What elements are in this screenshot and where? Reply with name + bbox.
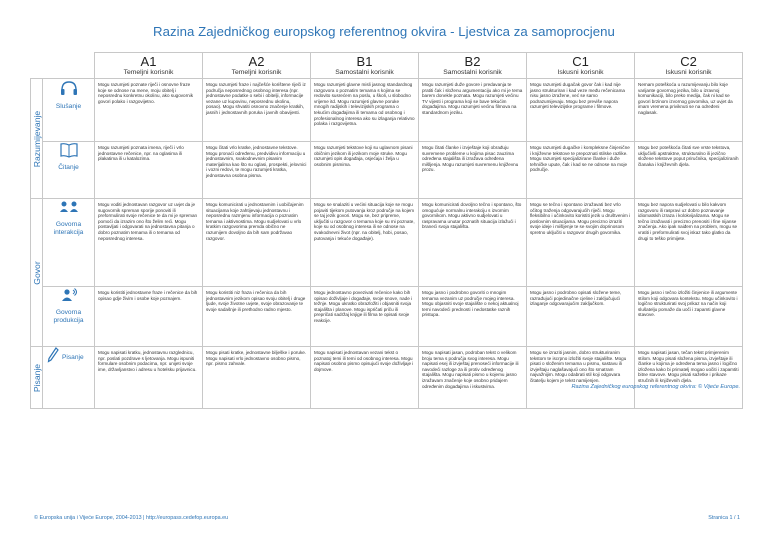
descriptor-cell: Mogu razumjeti poznate riječi i osnovne fraze koje se odnose na mene, moju obitelj i neposrednu konkretnu okolinu, ako sugovornik govori polako i razgovijetno.	[95, 79, 203, 142]
page-number: Stranica 1 / 1	[708, 515, 740, 521]
speaker-icon	[43, 287, 94, 308]
descriptor-cell: Mogu razumjeti poznata imena, riječi i vrlo jednostavne rečenice, npr. na oglasima ili plakatima ili u katalozima.	[95, 142, 203, 199]
category-understanding	[31, 79, 43, 199]
descriptor-cell: Mogu razumjeti dugačak govor čak i kad nije jasno strukturiran i kad veze među rečenicama nisu jasno izražene, već se samo podrazumijevaju. Mogu bez previše napora razumjeti televizijske programe i filmove.	[527, 79, 635, 142]
level-header-b1	[311, 53, 419, 79]
level-header-c2	[635, 53, 743, 79]
descriptor-cell: Mogu napisati jasan, tečan tekst primjerenim stilom. Mogu pisati složena pisma, izvještaje ili članke u kojima je određena tema jasno i logično izložena kako bi primatelj mogao uočiti i zapamtiti bitne stavove. Mogu pisati sažetke i prikaze stručnih ili književnih djela.	[635, 347, 743, 409]
descriptor-cell: Mogu se tečno i spontano izražavati bez vrlo očitog traženja odgovarajućih riječi. Mogu fleksibilno i učinkovito koristiti jezik u društvenim i poslovnim situacijama. Mogu precizno izraziti svoje ideje i mišljenje te se svojim doprinosom spretno uključiti u razgovor drugih govornika.	[527, 199, 635, 287]
category-label: Pisanje	[31, 363, 42, 392]
level-name: Temeljni korisnik	[123, 69, 174, 76]
skill-spoken-production	[43, 287, 95, 347]
level-code: A2	[248, 54, 265, 69]
descriptor-cell: Mogu komunicirati dovoljno tečno i spontano, što omogućuje normalnu interakciju s izvornim govornikom. Mogu aktivno sudjelovati u raspravama unutar poznatih situacija izlažući i braneći svoja stajališta.	[419, 199, 527, 287]
skill-row-writing	[31, 347, 743, 409]
descriptor-cell: Mogu napisati jasan, podroban tekst o velikom broju tema s područja svog interesa. Mogu napisati esej ili izvještaj prenoseći informacije ili navodeći razloge za ili protiv određenog stajališta. Mogu napisati pismo u kojemu jasno izražavam značenje koje osobno pridajem određenim događajima i iskustvima.	[419, 347, 527, 409]
skill-spoken-interaction	[43, 199, 95, 287]
dialogue-icon	[43, 199, 94, 220]
skill-label: Čitanje	[58, 164, 79, 171]
descriptor-cell: Mogu jasno i podrobno govoriti o mnogim temama vezanim uz područje mojeg interesa. Mogu objasniti svoje stajalište o nekoj aktualnoj temi navodeći prednosti i nedostatke raznih pristupa.	[419, 287, 527, 347]
level-name: Samostalni korisnik	[335, 69, 394, 76]
level-name: Iskusni korisnik	[557, 69, 604, 76]
descriptor-cell: Mogu čitati vrlo kratke, jednostavne tekstove. Mogu pronaći određenu, predvidivu informaciju u jednostavnim, svakodnevnim pisanim materijalima kao što su oglasi, prospekti, jelovnici i vozni redovi, te mogu razumjeti kratka, jednostavna osobna pisma.	[203, 142, 311, 199]
descriptor-cell: Mogu jasno i tečno izložiti činjenice ili argumente stilom koji odgovara kontekstu. Mogu učinkovito i logično strukturirati svoj prikaz na način koji slušatelju pomaže da uoči i zapamti glavne stavove.	[635, 287, 743, 347]
level-code: C2	[680, 54, 697, 69]
skill-label: Govorna interakcija	[53, 221, 84, 236]
skill-row-listening	[31, 79, 743, 142]
descriptor-cell: Mogu se izraziti jasnim, dobro strukturiranim tekstom te iscrpno izložiti svoje stajalište. Mogu pisati o složenim temama u pismu, sastavu ili izvještaju naglašavajući ono što smatram najvažnijim. Mogu odabrati stil koji odgovara čitatelju kojem je tekst namijenjen.	[527, 347, 635, 409]
level-name: Temeljni korisnik	[231, 69, 282, 76]
page-title: Razina Zajedničkog europskog referentnog okvira - Ljestvica za samoprocjenu	[153, 24, 615, 39]
category-label: Razumijevanje	[31, 110, 42, 167]
footer-copyright: © Europska unija i Vijeće Europe, 2004-2013 | http://europass.cedefop.europa.eu	[34, 515, 229, 521]
skill-row-spoken-interaction	[31, 199, 743, 287]
copyright-caption: Razina Zajedničkog europskog referentnog okvira: © Vijeće Europe.	[571, 384, 740, 390]
category-speaking	[31, 199, 43, 347]
descriptor-cell: Mogu komunicirati u jednostavnim i uobičajenim situacijama koje zahtijevaju jednostavnu i neposrednu razmjenu informacija o poznatim temama i aktivnostima. Mogu sudjelovati u vrlo kratkim razgovorima premda obično ne razumijem dovoljno da bih sam podržavao razgovor.	[203, 199, 311, 287]
skill-row-reading	[31, 142, 743, 199]
self-assessment-grid	[30, 52, 743, 409]
descriptor-cell: Mogu pisati kratke, jednostavne bilješke i poruke. Mogu napisati vrlo jednostavno osobno pismo, npr. pismo zahvale.	[203, 347, 311, 409]
pen-icon	[47, 347, 59, 368]
skill-label: Govorna produkcija	[53, 309, 84, 324]
level-code: C1	[572, 54, 589, 69]
descriptor-cell: Mogu bez napora sudjelovati u bilo kakvom razgovoru ili raspravi uz dobro poznavanje idiomatskih izraza i kolokvijalizama. Mogu se tečno izražavati i precizno prenositi i fine nijanse značenja. Ako ipak naiđem na problem, mogu se vratiti i preformulirati svoj iskaz tako glatko da drugi to teško primijete.	[635, 199, 743, 287]
level-code: A1	[140, 54, 157, 69]
descriptor-cell: Mogu razumjeti tekstove koji su uglavnom pisani običnim jezikom ili jezikom moje struke. Mogu razumjeti opis događaja, osjećaja i želja u osobnim pismima.	[311, 142, 419, 199]
level-header-a1	[95, 53, 203, 79]
level-code: B1	[356, 54, 373, 69]
skill-label: Pisanje	[62, 353, 84, 361]
descriptor-cell: Mogu napisati jednostavan vezani tekst o poznatoj temi ili temi od osobnog interesa. Mogu napisati osobno pismo opisujući svoje doživljaje i dojmove.	[311, 347, 419, 409]
level-header-row	[31, 53, 743, 79]
skill-label: Slušanje	[55, 103, 82, 110]
descriptor-cell: Mogu bez poteškoća čitati sve vrste tekstova, uključivši apstraktne, strukturalno ili jezično složene tekstove poput priručnika, specijaliziranih članaka i književnih djela.	[635, 142, 743, 199]
book-icon	[43, 142, 94, 163]
descriptor-cell: Mogu se snalaziti u većini situacija koje se mogu pojaviti tijekom putovanja kroz područje na kojem se taj jezik govori. Mogu se, bez pripreme, uključiti u razgovor o temama koje su mi poznate, koje su od osobnog interesa ili se odnose na svakodnevni život (npr. na obitelj, hobi, posao, putovanja i tekuće događaje).	[311, 199, 419, 287]
descriptor-cell: Mogu razumjeti glavne misli jasnog standardnog razgovora o poznatim temama s kojima se redovito susrećem na poslu, u školi, u slobodno vrijeme itd. Mogu razumjeti glavne poruke mnogih radijskih i televizijskih programa o tekućim događajima ili temama od osobnog i profesionalnog interesa ako su izlaganja relativno polaka i razgovijetna.	[311, 79, 419, 142]
descriptor-cell: Mogu razumjeti fraze i najčešće korištene riječi iz područja neposrednog osobnog interesa (npr. jednostavne podatke o sebi i obitelji, informacije vezane uz kupovinu, neposrednu okolinu, posao). Mogu shvatiti osnovno značenje kratkih, jasnih i jednostavnih poruka i javnih obavijesti.	[203, 79, 311, 142]
skill-reading	[43, 142, 95, 199]
descriptor-cell: Mogu voditi jednostavan razgovor uz uvjet da je sugovornik spreman sporije ponoviti ili preformulirati svoje rečenice te da mi je spreman pomoći da izrazim ono što želim reći. Mogu postavljati i odgovarati na jednostavna pitanja o dobro poznatim temama ili o temama od neposrednog interesa.	[95, 199, 203, 287]
level-name: Iskusni korisnik	[665, 69, 712, 76]
descriptor-cell: Mogu razumjeti duže govore i predavanja te pratiti čak i složenu argumentaciju ako mi je tema barem donekle poznata. Mogu razumjeti većinu TV vijesti i programa koji se bave tekućim događajima. Mogu razumjeti većinu filmova na standardnom jeziku.	[419, 79, 527, 142]
descriptor-cell: Mogu čitati članke i izvještaje koji obrađuju suvremene probleme u kojima pisac zauzima određena stajališta ili izražava određena mišljenja. Mogu razumjeti suvremenu književnu prozu.	[419, 142, 527, 199]
headphones-icon	[43, 79, 94, 102]
category-label: Govor	[31, 260, 42, 285]
descriptor-cell: Mogu jasno i podrobno opisati složene teme, razrađujući pojedinačne cjeline i zaključujući izlaganje odgovarajućim zaključkom.	[527, 287, 635, 347]
descriptor-cell: Mogu napisati kratku, jednostavnu razglednicu, npr. poslati pozdrave s ljetovanja. Mogu ispuniti formulare osobnim podacima, npr. unijeti svoje ime, državljanstvo i adresu u hotelsku prijavnicu.	[95, 347, 203, 409]
skill-listening	[43, 79, 95, 142]
level-name: Samostalni korisnik	[443, 69, 502, 76]
skill-writing	[43, 347, 95, 409]
level-header-a2	[203, 53, 311, 79]
level-header-c1	[527, 53, 635, 79]
descriptor-cell: Mogu koristiti niz fraza i rečenica da bih jednostavnim jezikom opisao svoju obitelj i druge ljude, svoje životne uvjete, svoje obrazovanje te svoje sadašnje ili prethodno radno mjesto.	[203, 287, 311, 347]
descriptor-cell: Nemam poteškoća u razumijevanju bilo koje varijante govornog jezika, bilo u izravnoj komunikaciji, bilo preko medija, čak ni kad se govori brzinom izvornog govornika, uz uvjet da imam vremena priviknuti se na određeni naglasak.	[635, 79, 743, 142]
descriptor-cell: Mogu koristiti jednostavne fraze i rečenice da bih opisao gdje živim i osobe koje poznajem.	[95, 287, 203, 347]
skill-row-spoken-production	[31, 287, 743, 347]
category-writing	[31, 347, 43, 409]
level-code: B2	[464, 54, 481, 69]
level-header-b2	[419, 53, 527, 79]
descriptor-cell: Mogu razumjeti dugačke i kompleksne činjenične i književne tekstove te prepoznati stilske razlike. Mogu razumjeti specijalizirane članke i duže tehničke upute, čak i kad se ne odnose na moje područje.	[527, 142, 635, 199]
descriptor-cell: Mogu jednostavno povezivati rečenice kako bih opisao doživljaje i događaje, svoje snove, nade i težnje. Mogu ukratko obrazložiti i objasniti svoja stajališta i planove. Mogu ispričati priču ili prepričati sadržaj knjige ili filma te opisati svoje reakcije.	[311, 287, 419, 347]
